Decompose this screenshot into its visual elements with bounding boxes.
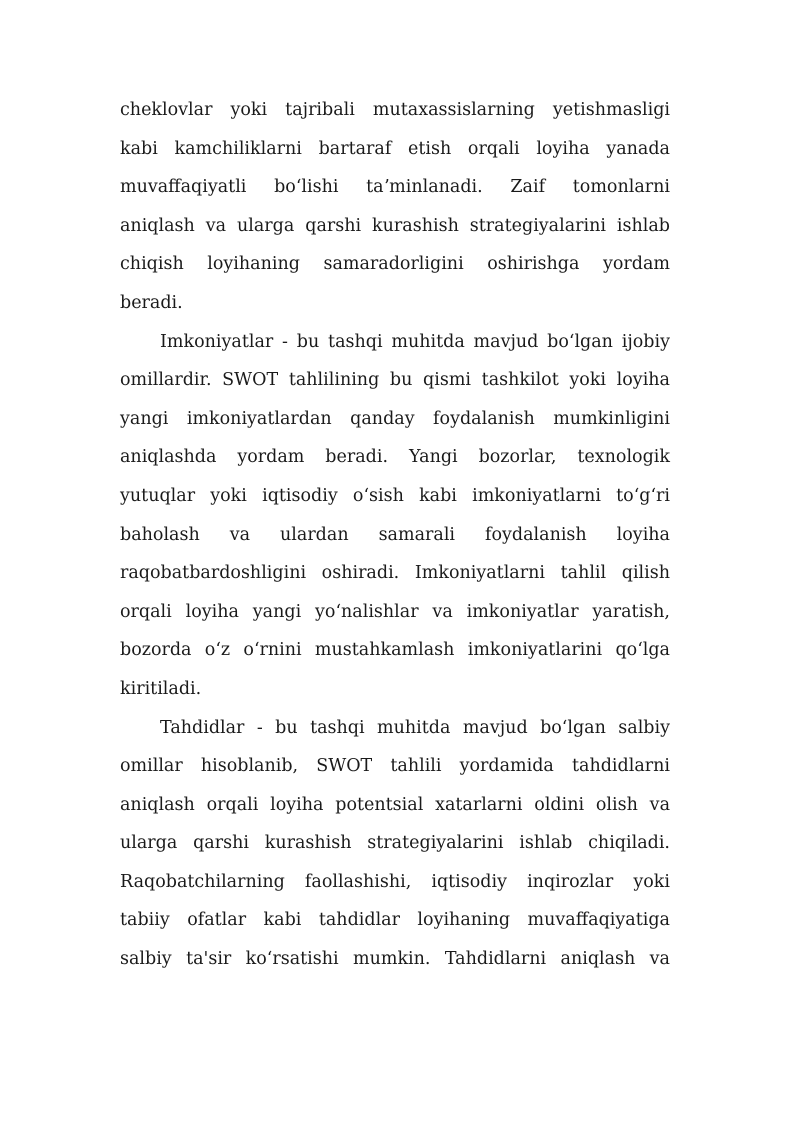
- text-line: orqali loyiha yangi yoʻnalishlar va imkoniyatlar yaratish,: [120, 601, 670, 622]
- paragraph-opportunities: [120, 323, 670, 709]
- text-line: salbiy ta'sir koʻrsatishi mumkin. Tahdidlarni aniqlash va: [120, 949, 670, 970]
- text-line: baholash va ulardan samarali foydalanish loyiha: [120, 524, 670, 545]
- text-line: yangi imkoniyatlardan qanday foydalanish mumkinligini: [120, 408, 670, 429]
- text-line: Tahdidlar - bu tashqi muhitda mavjud boʻlgan salbiy: [160, 717, 670, 738]
- text-line: omillar hisoblanib, SWOT tahlili yordamida tahdidlarni: [120, 756, 670, 777]
- text-line: yutuqlar yoki iqtisodiy oʻsish kabi imkoniyatlarni toʻgʻri: [120, 485, 670, 506]
- text-line: tabiiy ofatlar kabi tahdidlar loyihaning muvaffaqiyatiga: [120, 910, 670, 931]
- paragraph-threats: [120, 709, 670, 979]
- text-line: raqobatbardoshligini oshiradi. Imkoniyatlarni tahlil qilish: [120, 563, 670, 584]
- text-line: kabi kamchiliklarni bartaraf etish orqali loyiha yanada: [120, 138, 670, 159]
- text-line: Imkoniyatlar - bu tashqi muhitda mavjud boʻlgan ijobiy: [160, 331, 670, 352]
- text-line: ularga qarshi kurashish strategiyalarini ishlab chiqiladi.: [120, 833, 670, 854]
- text-line: aniqlashda yordam beradi. Yangi bozorlar, texnologik: [120, 447, 670, 468]
- text-line: kiritiladi.: [120, 678, 202, 699]
- text-line: omillardir. SWOT tahlilining bu qismi tashkilot yoki loyiha: [120, 370, 670, 391]
- text-line: aniqlash va ularga qarshi kurashish strategiyalarini ishlab: [120, 215, 670, 236]
- text-line: aniqlash orqali loyiha potentsial xatarlarni oldini olish va: [120, 794, 670, 815]
- text-line: beradi.: [120, 292, 183, 313]
- paragraph-weaknesses-continued: [120, 91, 670, 323]
- text-line: chiqish loyihaning samaradorligini oshirishga yordam: [120, 254, 670, 275]
- text-line: cheklovlar yoki tajribali mutaxassislarning yetishmasligi: [120, 100, 670, 120]
- text-line: Raqobatchilarning faollashishi, iqtisodiy inqirozlar yoki: [120, 871, 670, 892]
- body-text: [120, 91, 670, 979]
- text-line: muvaffaqiyatli boʻlishi taʼminlanadi. Zaif tomonlarni: [120, 177, 670, 198]
- text-line: bozorda oʻz oʻrnini mustahkamlash imkoniyatlarini qoʻlga: [120, 640, 670, 661]
